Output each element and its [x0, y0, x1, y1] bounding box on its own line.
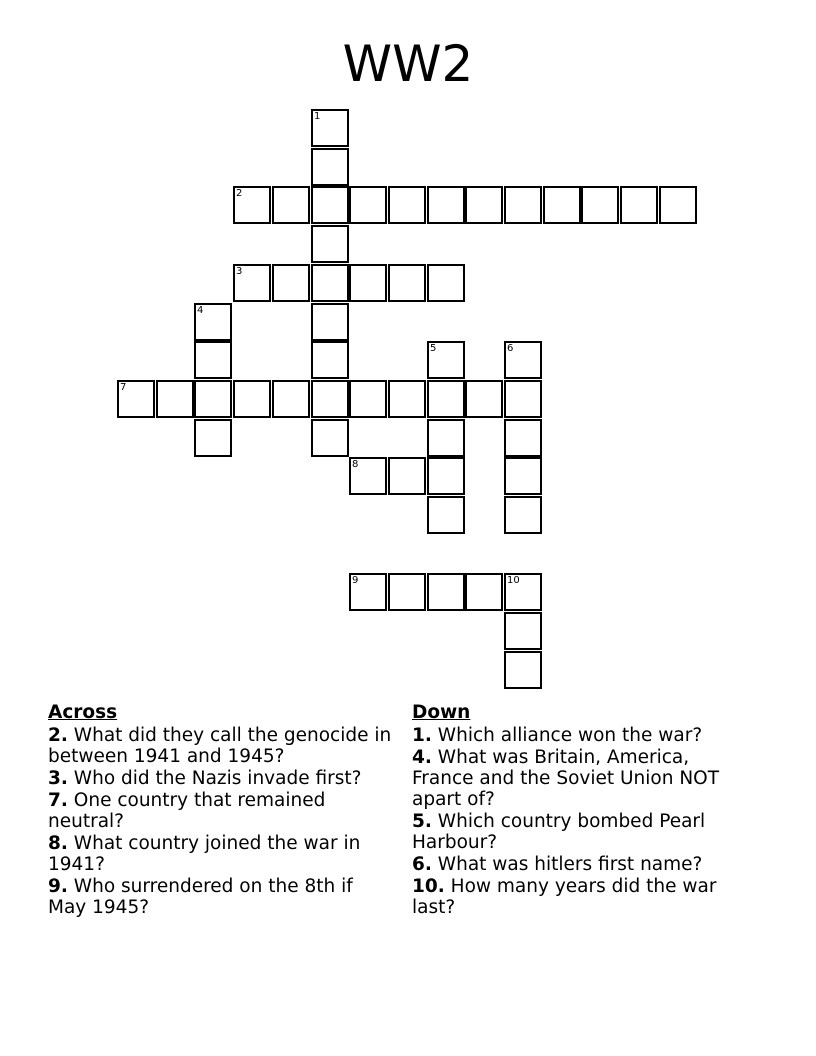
clue-number: 7. [48, 790, 68, 811]
crossword-cell[interactable] [504, 573, 542, 611]
crossword-cell[interactable] [427, 573, 465, 611]
clue-number: 9. [48, 876, 68, 897]
clue-text: Who surrendered on the 8th if May 1945? [48, 876, 353, 918]
clue-number-label: 8 [352, 459, 359, 470]
across-clue [48, 725, 393, 767]
clue-number: 1. [412, 725, 432, 746]
crossword-cell[interactable] [427, 186, 465, 224]
down-clue [412, 876, 742, 918]
clue-text: Which country bombed Pearl Harbour? [412, 811, 706, 853]
clue-number-label: 4 [197, 305, 204, 316]
crossword-cell[interactable] [194, 341, 232, 379]
crossword-cell[interactable] [388, 380, 426, 418]
clue-number: 6. [412, 854, 432, 875]
across-clue [48, 833, 393, 875]
crossword-cell[interactable] [388, 264, 426, 302]
crossword-cell[interactable] [311, 341, 349, 379]
clue-number-label: 10 [507, 575, 520, 586]
clue-number-label: 7 [120, 382, 127, 393]
crossword-cell[interactable] [504, 457, 542, 495]
across-heading: Across [48, 702, 118, 723]
crossword-cell[interactable] [233, 380, 271, 418]
crossword-cell[interactable] [194, 303, 232, 341]
crossword-cell[interactable] [349, 457, 387, 495]
clue-text: What country joined the war in 1941? [48, 833, 361, 875]
clue-number-label: 5 [430, 343, 437, 354]
crossword-cell[interactable] [427, 380, 465, 418]
clue-number: 5. [412, 811, 432, 832]
crossword-cell[interactable] [272, 264, 310, 302]
crossword-cell[interactable] [427, 264, 465, 302]
clue-text: What was Britain, America, France and the Soviet Union NOT apart of? [412, 747, 720, 810]
crossword-cell[interactable] [311, 264, 349, 302]
crossword-cell[interactable] [465, 573, 503, 611]
crossword-cell[interactable] [504, 612, 542, 650]
crossword-cell[interactable] [504, 496, 542, 534]
across-clues [48, 702, 393, 919]
crossword-cell[interactable] [349, 186, 387, 224]
clue-number-label: 6 [507, 343, 514, 354]
across-clue [48, 876, 393, 918]
crossword-cell[interactable] [427, 457, 465, 495]
across-clue [48, 768, 393, 789]
crossword-cell[interactable] [659, 186, 697, 224]
down-clue [412, 725, 742, 746]
crossword-cell[interactable] [349, 264, 387, 302]
crossword-cell[interactable] [543, 186, 581, 224]
crossword-cell[interactable] [272, 380, 310, 418]
crossword-cell[interactable] [504, 380, 542, 418]
crossword-cell[interactable] [311, 148, 349, 186]
crossword-cell[interactable] [311, 186, 349, 224]
crossword-cell[interactable] [349, 380, 387, 418]
crossword-cell[interactable] [311, 225, 349, 263]
crossword-cell[interactable] [504, 341, 542, 379]
clue-text: Which alliance won the war? [437, 725, 703, 746]
down-heading: Down [412, 702, 471, 723]
crossword-cell[interactable] [581, 186, 619, 224]
crossword-cell[interactable] [272, 186, 310, 224]
crossword-cell[interactable] [311, 380, 349, 418]
crossword-cell[interactable] [465, 186, 503, 224]
clue-number-label: 9 [352, 575, 359, 586]
clue-number: 10. [412, 876, 445, 897]
crossword-cell[interactable] [194, 380, 232, 418]
crossword-cell[interactable] [233, 264, 271, 302]
across-clue [48, 790, 393, 832]
clue-number: 8. [48, 833, 68, 854]
clue-text: What was hitlers first name? [437, 854, 703, 875]
crossword-cell[interactable] [349, 573, 387, 611]
clue-number-label: 1 [314, 111, 321, 122]
clue-text: How many years did the war last? [412, 876, 717, 918]
clue-number-label: 2 [236, 188, 243, 199]
crossword-cell[interactable] [311, 303, 349, 341]
crossword-cell[interactable] [156, 380, 194, 418]
clue-text: One country that remained neutral? [48, 790, 326, 832]
crossword-cell[interactable] [388, 573, 426, 611]
crossword-cell[interactable] [388, 457, 426, 495]
crossword-cell[interactable] [233, 186, 271, 224]
crossword-cell[interactable] [194, 419, 232, 457]
crossword-cell[interactable] [504, 651, 542, 689]
crossword-cell[interactable] [117, 380, 155, 418]
crossword-cell[interactable] [427, 496, 465, 534]
crossword-cell[interactable] [620, 186, 658, 224]
crossword-cell[interactable] [427, 341, 465, 379]
down-clue [412, 747, 742, 810]
down-clue [412, 854, 742, 875]
clue-number: 3. [48, 768, 68, 789]
crossword-cell[interactable] [311, 109, 349, 147]
clue-text: Who did the Nazis invade first? [73, 768, 362, 789]
down-clue [412, 811, 742, 853]
crossword-cell[interactable] [504, 186, 542, 224]
crossword-cell[interactable] [465, 380, 503, 418]
crossword-cell[interactable] [427, 419, 465, 457]
crossword-cell[interactable] [388, 186, 426, 224]
clue-number-label: 3 [236, 266, 243, 277]
crossword-cell[interactable] [311, 419, 349, 457]
clue-number: 4. [412, 747, 432, 768]
clue-text: What did they call the genocide in between 1941 and 1945? [48, 725, 392, 767]
crossword-cell[interactable] [504, 419, 542, 457]
clue-number: 2. [48, 725, 68, 746]
down-clues [412, 702, 742, 919]
puzzle-title: WW2 [342, 35, 474, 93]
